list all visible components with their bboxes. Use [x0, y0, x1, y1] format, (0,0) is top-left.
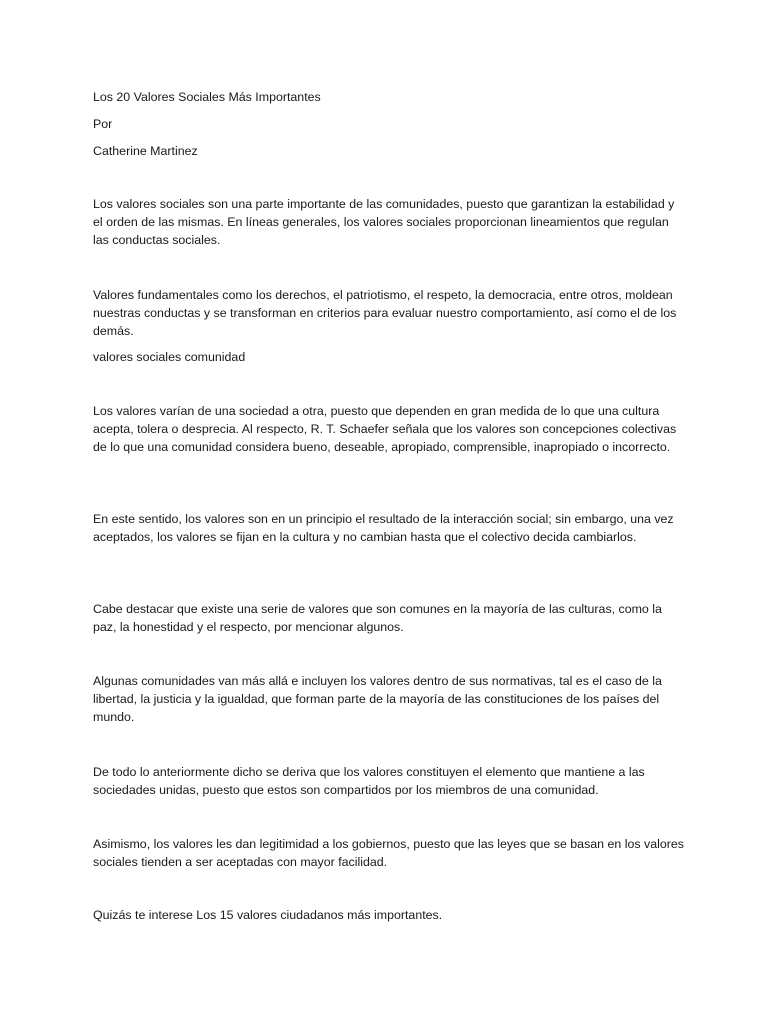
paragraph: Los valores sociales son una parte importante de las comunidades, puesto que garantizan la estabilidad y el orden de las mismas. En líneas generales, los valores sociales proporcionan lineamientos que regulan las conductas sociales.	[93, 197, 675, 248]
paragraph: En este sentido, los valores son en un principio el resultado de la interacción social; sin embargo, una vez aceptados, los valores se fijan en la cultura y no cambian hasta que el colectivo decida cambiarlos.	[93, 512, 674, 545]
paragraph: Los valores varían de una sociedad a otra, puesto que dependen en gran medida de lo que una cultura acepta, tolera o desprecia. Al respecto, R. T. Schaefer señala que los valores son concepciones colectivas de lo que una comunidad considera bueno, deseable, apropiado, comprensible, inapropiado o incorrecto.	[93, 404, 677, 455]
paragraph: Cabe destacar que existe una serie de valores que son comunes en la mayoría de las culturas, como la paz, la honestidad y el respecto, por mencionar algunos.	[93, 602, 662, 635]
paragraph: Valores fundamentales como los derechos, el patriotismo, el respeto, la democracia, entre otros, moldean nuestras conductas y se transforman en criterios para evaluar nuestro comportamiento, así como el de los demás.	[93, 288, 677, 339]
paragraph: De todo lo anteriormente dicho se deriva que los valores constituyen el elemento que mantiene a las sociedades unidas, puesto que estos son compartidos por los miembros de una comunidad.	[93, 765, 645, 798]
author-name: Catherine Martinez	[93, 144, 198, 158]
paragraph: Asimismo, los valores les dan legitimidad a los gobiernos, puesto que las leyes que se basan en los valores sociales tienden a ser aceptadas con mayor facilidad.	[93, 837, 684, 870]
paragraph: Quizás te interese Los 15 valores ciudadanos más importantes.	[93, 908, 443, 922]
paragraph: valores sociales comunidad	[93, 350, 246, 364]
byline-label: Por	[93, 117, 113, 131]
document-title: Los 20 Valores Sociales Más Importantes	[93, 90, 321, 104]
paragraph: Algunas comunidades van más allá e incluyen los valores dentro de sus normativas, tal es el caso de la libertad, la justicia y la igualdad, que forman parte de la mayoría de las constituciones de los países del mundo.	[93, 674, 662, 725]
